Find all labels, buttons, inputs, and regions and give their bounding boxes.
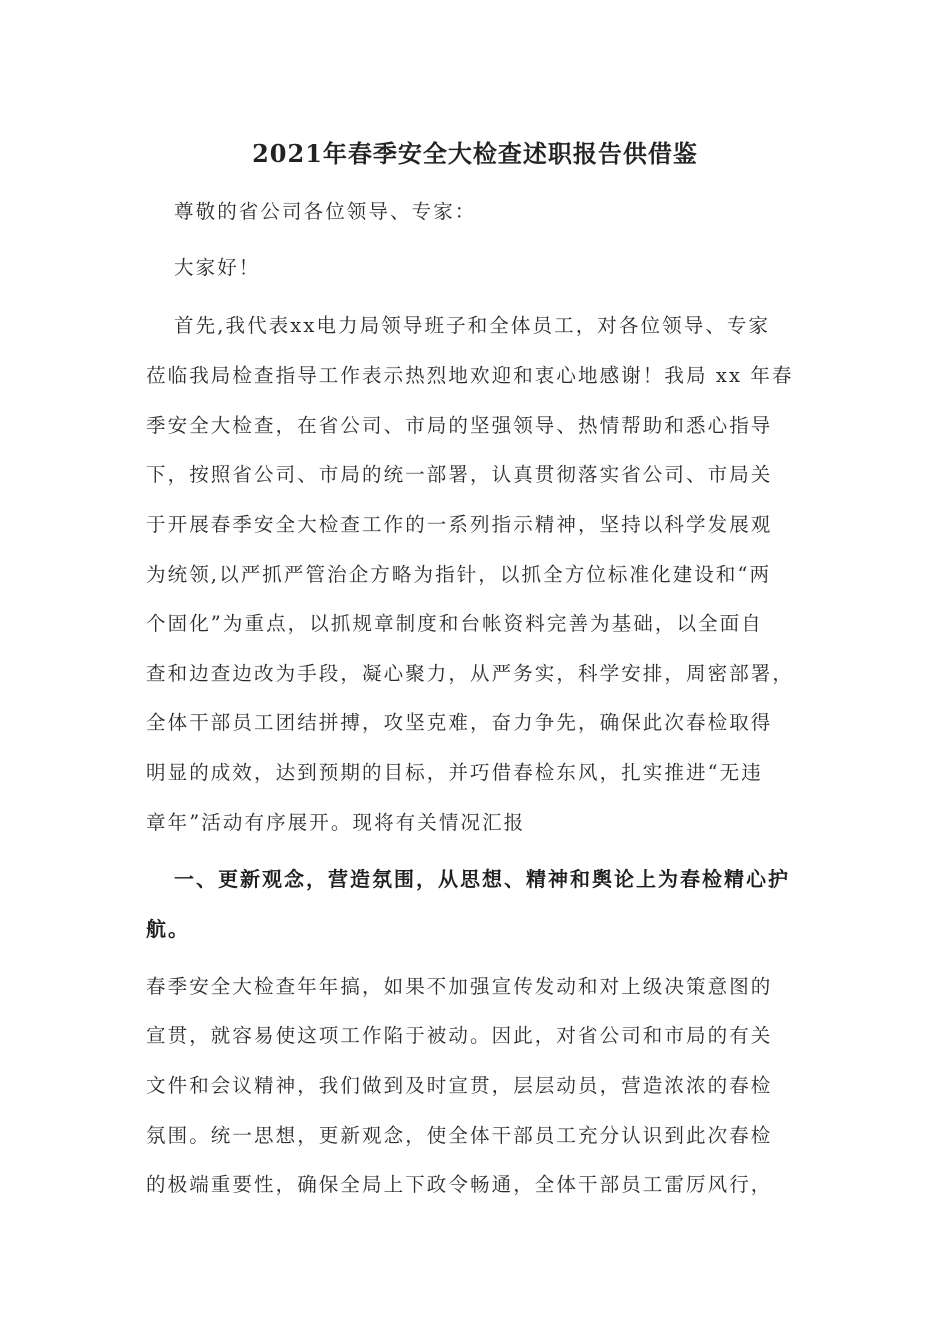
paragraph-line: 个固化”为重点，以抓规章制度和台帐资料完善为基础，以全面自 — [146, 612, 763, 635]
paragraph-line: 查和边查边改为手段，凝心聚力，从严务实，科学安排，周密部署， — [146, 662, 795, 685]
section-heading: 航。 — [146, 917, 190, 941]
paragraph-line: 莅临我局检查指导工作表示热烈地欢迎和衷心地感谢！我局 xx 年春 — [146, 364, 794, 387]
greeting: 大家好！ — [174, 256, 261, 279]
paragraph-line: 氛围。统一思想，更新观念，使全体干部员工充分认识到此次春检 — [146, 1124, 773, 1147]
paragraph-line: 的极端重要性，确保全局上下政令畅通，全体干部员工雷厉风行， — [146, 1173, 773, 1196]
paragraph-line: 全体干部员工团结拼搏，攻坚克难，奋力争先，确保此次春检取得 — [146, 711, 773, 734]
salutation: 尊敬的省公司各位领导、专家： — [174, 200, 477, 223]
paragraph-line: 于开展春季安全大检查工作的一系列指示精神，坚持以科学发展观 — [146, 513, 773, 536]
paragraph-line: 季安全大检查，在省公司、市局的坚强领导、热情帮助和悉心指导 — [146, 414, 773, 437]
paragraph-line: 首先,我代表xx电力局领导班子和全体员工，对各位领导、专家 — [174, 314, 771, 337]
paragraph-line: 下，按照省公司、市局的统一部署，认真贯彻落实省公司、市局关 — [146, 463, 773, 486]
paragraph-line: 宣贯，就容易使这项工作陷于被动。因此，对省公司和市局的有关 — [146, 1024, 773, 1047]
section-heading: 一、更新观念，营造氛围，从思想、精神和舆论上为春检精心护 — [174, 867, 790, 891]
paragraph-line: 明显的成效，达到预期的目标，并巧借春检东风，扎实推进“无违 — [146, 761, 763, 784]
paragraph-line: 为统领,以严抓严管治企方略为指针，以抓全方位标准化建设和“两 — [146, 563, 772, 586]
paragraph-line: 春季安全大检查年年搞，如果不加强宣传发动和对上级决策意图的 — [146, 975, 773, 998]
document-title: 2021年春季安全大检查述职报告供借鉴 — [252, 139, 698, 168]
paragraph-line: 文件和会议精神，我们做到及时宣贯，层层动员，营造浓浓的春检 — [146, 1074, 773, 1097]
paragraph-line: 章年”活动有序展开。现将有关情况汇报 — [146, 811, 526, 834]
